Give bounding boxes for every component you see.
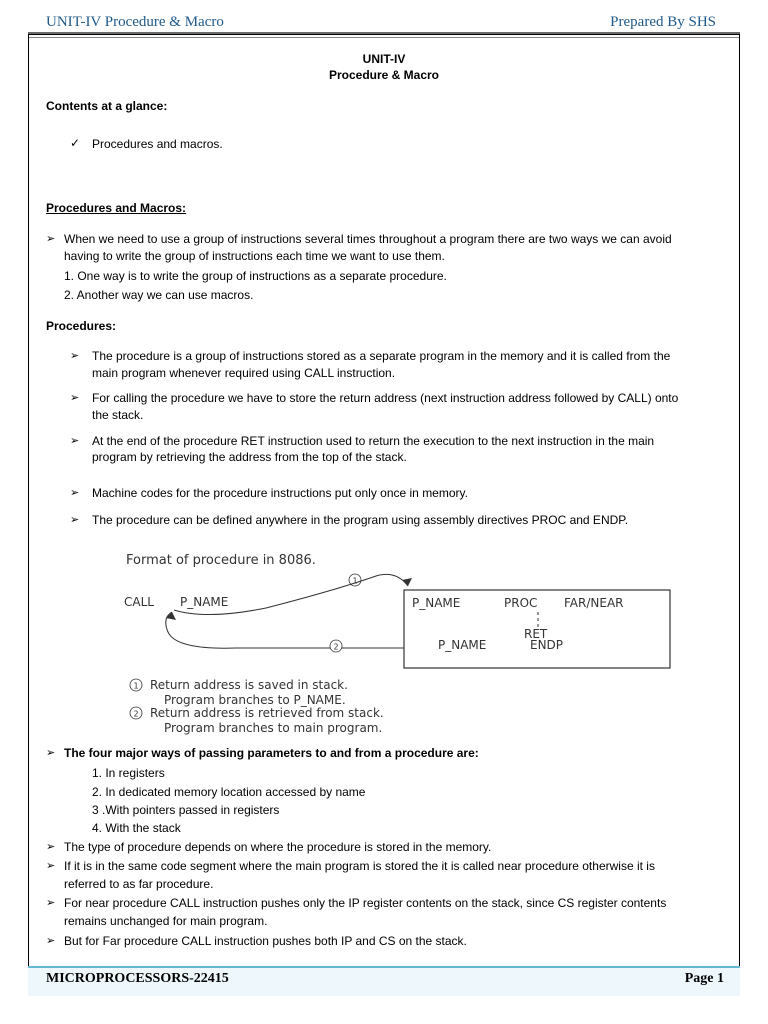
s2-b4: Machine codes for the procedure instructions put only once in memory.	[92, 486, 468, 500]
params-type4: But for Far procedure CALL instruction pushes both IP and CS on the stack.	[64, 934, 467, 948]
params-heading: The four major ways of passing parameters to and from a procedure are:	[64, 746, 479, 760]
bullet-arrow-icon: ➢	[70, 350, 80, 362]
bullet-arrow-icon: ➢	[46, 897, 56, 909]
call-arrowhead-icon	[402, 578, 412, 586]
note1-line2: Program branches to P_NAME.	[164, 693, 346, 707]
footer-course: MICROPROCESSORS-22415	[46, 971, 229, 986]
params-way4: 4. With the stack	[92, 821, 181, 835]
params-type3-line1: For near procedure CALL instruction pushes only the IP register contents on the stack, since CS register contents	[64, 896, 667, 910]
s1-bullet-line1: When we need to use a group of instructions several times throughout a program there are two ways we can avoid	[64, 232, 672, 246]
params-way2: 2. In dedicated memory location accessed by name	[92, 785, 366, 799]
bullet-arrow-icon: ➢	[46, 841, 56, 853]
s2-b3-line2: program by retrieving the address from the top of the stack.	[92, 450, 407, 464]
s2-b1-line2: main program whenever required using CALL instruction.	[92, 366, 396, 380]
s2-b1-line1: The procedure is a group of instructions stored as a separate program in the memory and it is called from the	[92, 349, 671, 363]
params-type2-line2: referred to as far procedure.	[64, 877, 214, 891]
contents-item: Procedures and macros.	[92, 137, 223, 151]
return-arrow-path	[166, 612, 404, 648]
s2-b2-line1: For calling the procedure we have to store the return address (next instruction address followed by CALL) onto	[92, 391, 679, 405]
section-heading-procedures: Procedures:	[46, 319, 117, 333]
box-farnear: FAR/NEAR	[564, 596, 624, 610]
bullet-arrow-icon: ➢	[70, 514, 80, 526]
s2-b3-line1: At the end of the procedure RET instruction used to return the execution to the next instruction in the main	[92, 434, 655, 448]
diagram-title: Format of procedure in 8086.	[126, 553, 316, 568]
header-right: Prepared By SHS	[610, 14, 716, 30]
marker-1-label: 1	[352, 576, 358, 586]
procedure-format-diagram	[116, 546, 676, 738]
section-heading-procedures-macros: Procedures and Macros:	[46, 201, 187, 215]
diagram-call: CALL	[124, 595, 154, 609]
box-ret: RET	[524, 627, 548, 641]
box-proc: PROC	[504, 596, 538, 610]
title-line2: Procedure & Macro	[328, 68, 440, 82]
params-way3: 3 .With pointers passed in registers	[92, 803, 280, 817]
bullet-arrow-icon: ➢	[70, 392, 80, 404]
note2-line2: Program branches to main program.	[164, 721, 383, 735]
check-icon: ✓	[70, 136, 81, 150]
s2-b5: The procedure can be defined anywhere in the program using assembly directives PROC and ENDP.	[92, 513, 629, 527]
bullet-arrow-icon: ➢	[46, 860, 56, 872]
diagram-pname: P_NAME	[180, 595, 229, 609]
bullet-arrow-icon: ➢	[70, 487, 80, 499]
marker-2-label: 2	[333, 642, 339, 652]
note1-line1: Return address is saved in stack.	[150, 678, 348, 692]
bullet-arrow-icon: ➢	[70, 435, 80, 447]
bullet-arrow-icon: ➢	[46, 233, 56, 245]
params-type2-line1: If it is in the same code segment where the main program is stored the it is called near procedure otherwise it is	[64, 859, 655, 873]
title-line1: UNIT-IV	[362, 52, 406, 66]
params-type1: The type of procedure depends on where the procedure is stored in the memory.	[64, 840, 492, 854]
box-endp: ENDP	[530, 638, 564, 652]
s1-point2: 2. Another way we can use macros.	[64, 288, 254, 302]
box-pname: P_NAME	[412, 596, 461, 610]
bullet-arrow-icon: ➢	[46, 935, 56, 947]
s1-bullet-line2: having to write the group of instructions each time we want to use them.	[64, 249, 445, 263]
header-left: UNIT-IV Procedure & Macro	[46, 14, 224, 30]
note-marker-2-label: 2	[133, 709, 139, 719]
params-type3-line2: remains unchanged for main program.	[64, 914, 268, 928]
note-marker-1-label: 1	[133, 681, 139, 691]
footer-page-number: Page 1	[684, 971, 724, 986]
box-pname2: P_NAME	[438, 638, 487, 652]
bullet-arrow-icon: ➢	[46, 747, 56, 759]
contents-heading: Contents at a glance:	[46, 99, 168, 113]
s1-point1: 1. One way is to write the group of instructions as a separate procedure.	[64, 269, 447, 283]
params-way1: 1. In registers	[92, 766, 165, 780]
s2-b2-line2: the stack.	[92, 408, 144, 422]
note2-line1: Return address is retrieved from stack.	[150, 706, 384, 720]
